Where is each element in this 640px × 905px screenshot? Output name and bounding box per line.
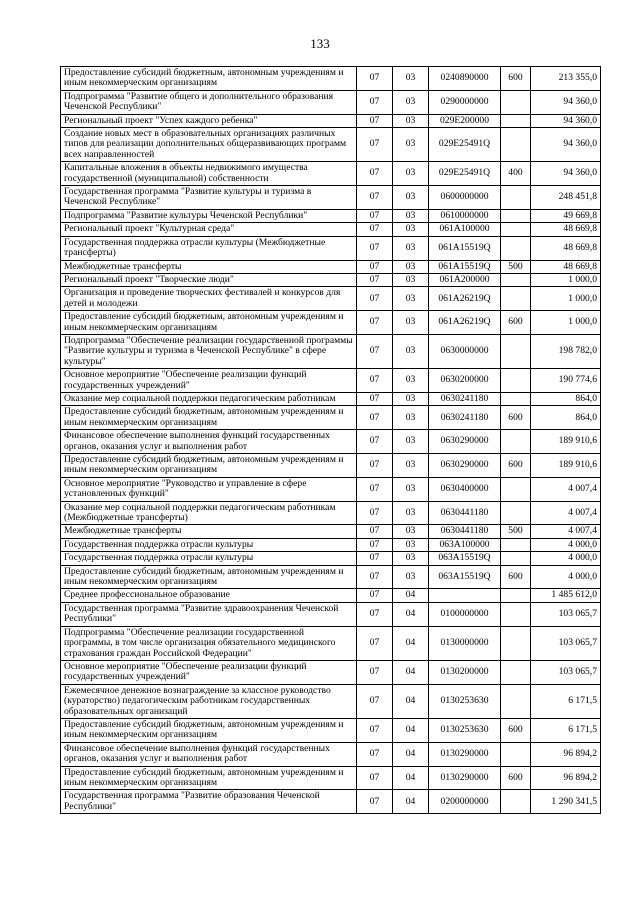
row-name-cell: Подпрограмма "Обеспечение реализации государственной программы, в том числе организация обязательного медицинского страхования граждан Российской Федерации" (61, 626, 357, 660)
row-section-cell: 07 (357, 406, 393, 430)
row-subsection-cell: 03 (393, 392, 429, 405)
row-amount-cell: 103 065,7 (531, 626, 601, 660)
row-amount-cell: 189 910,6 (531, 430, 601, 454)
row-subsection-cell: 03 (393, 186, 429, 210)
row-section-cell: 07 (357, 589, 393, 602)
row-section-cell: 07 (357, 209, 393, 222)
row-name-cell: Подпрограмма "Развитие общего и дополнительного образования Чеченской Республики" (61, 90, 357, 114)
row-section-cell: 07 (357, 260, 393, 273)
row-expense-type-cell (501, 287, 531, 311)
row-amount-cell: 48 669,8 (531, 260, 601, 273)
table-row (61, 501, 601, 525)
row-section-cell: 07 (357, 525, 393, 538)
row-section-cell: 07 (357, 718, 393, 742)
row-section-cell: 07 (357, 236, 393, 260)
row-target-article-cell: 0130000000 (429, 626, 501, 660)
row-subsection-cell: 03 (393, 67, 429, 91)
row-target-article-cell: 0130290000 (429, 742, 501, 766)
row-amount-cell: 1 000,0 (531, 287, 601, 311)
table-row (61, 684, 601, 718)
row-subsection-cell: 04 (393, 718, 429, 742)
row-subsection-cell: 03 (393, 311, 429, 335)
row-amount-cell: 189 910,6 (531, 454, 601, 478)
row-name-cell: Предоставление субсидий бюджетным, автономным учреждениям и иным некоммерческим организациям (61, 311, 357, 335)
row-section-cell: 07 (357, 128, 393, 162)
row-target-article-cell: 029E25491Q (429, 128, 501, 162)
row-expense-type-cell: 600 (501, 718, 531, 742)
row-target-article-cell: 061A15519Q (429, 236, 501, 260)
row-expense-type-cell (501, 334, 531, 368)
row-target-article-cell: 0630400000 (429, 477, 501, 501)
row-amount-cell: 49 669,8 (531, 209, 601, 222)
row-subsection-cell: 03 (393, 273, 429, 286)
row-section-cell: 07 (357, 223, 393, 236)
row-section-cell: 07 (357, 660, 393, 684)
row-section-cell: 07 (357, 684, 393, 718)
row-name-cell: Оказание мер социальной поддержки педагогическим работникам (61, 392, 357, 405)
row-amount-cell: 4 000,0 (531, 552, 601, 565)
row-target-article-cell: 0290000000 (429, 90, 501, 114)
row-amount-cell: 103 065,7 (531, 660, 601, 684)
row-name-cell: Региональный проект "Творческие люди" (61, 273, 357, 286)
row-subsection-cell: 03 (393, 114, 429, 127)
row-section-cell: 07 (357, 501, 393, 525)
table-row (61, 287, 601, 311)
table-row (61, 223, 601, 236)
row-target-article-cell: 0240890000 (429, 67, 501, 91)
row-amount-cell: 4 000,0 (531, 565, 601, 589)
row-amount-cell: 1 000,0 (531, 311, 601, 335)
row-subsection-cell: 03 (393, 565, 429, 589)
row-amount-cell: 4 000,0 (531, 538, 601, 551)
row-section-cell: 07 (357, 565, 393, 589)
row-name-cell: Государственная программа "Развитие культуры и туризма в Чеченской Республике" (61, 186, 357, 210)
row-amount-cell: 1 485 612,0 (531, 589, 601, 602)
row-amount-cell: 864,0 (531, 392, 601, 405)
table-row (61, 766, 601, 790)
row-target-article-cell: 0130200000 (429, 660, 501, 684)
row-expense-type-cell (501, 538, 531, 551)
row-subsection-cell: 04 (393, 766, 429, 790)
row-name-cell: Основное мероприятие "Обеспечение реализации функций государственных учреждений" (61, 369, 357, 393)
row-target-article-cell: 0130253630 (429, 684, 501, 718)
row-expense-type-cell: 400 (501, 162, 531, 186)
row-target-article-cell: 0130290000 (429, 766, 501, 790)
table-row (61, 114, 601, 127)
row-name-cell: Государственная поддержка отрасли культуры (61, 552, 357, 565)
row-expense-type-cell (501, 223, 531, 236)
row-expense-type-cell (501, 552, 531, 565)
row-name-cell: Государственная поддержка отрасли культуры (Межбюджетные трансферты) (61, 236, 357, 260)
row-amount-cell: 94 360,0 (531, 128, 601, 162)
row-expense-type-cell (501, 90, 531, 114)
table-row (61, 565, 601, 589)
row-expense-type-cell (501, 273, 531, 286)
row-expense-type-cell (501, 392, 531, 405)
row-section-cell: 07 (357, 369, 393, 393)
table-row (61, 660, 601, 684)
row-expense-type-cell (501, 589, 531, 602)
table-row (61, 311, 601, 335)
row-expense-type-cell (501, 128, 531, 162)
row-section-cell: 07 (357, 334, 393, 368)
table-row (61, 742, 601, 766)
row-name-cell: Организация и проведение творческих фестивалей и конкурсов для детей и молодежи (61, 287, 357, 311)
row-subsection-cell: 03 (393, 538, 429, 551)
row-name-cell: Предоставление субсидий бюджетным, автономным учреждениям и иным некоммерческим организациям (61, 454, 357, 478)
table-row (61, 236, 601, 260)
row-target-article-cell: 061A26219Q (429, 311, 501, 335)
row-target-article-cell: 0630290000 (429, 430, 501, 454)
row-amount-cell: 1 000,0 (531, 273, 601, 286)
row-subsection-cell: 03 (393, 90, 429, 114)
row-expense-type-cell: 600 (501, 454, 531, 478)
row-amount-cell: 94 360,0 (531, 90, 601, 114)
row-expense-type-cell (501, 369, 531, 393)
row-target-article-cell: 0630000000 (429, 334, 501, 368)
row-target-article-cell: 0630290000 (429, 454, 501, 478)
row-subsection-cell: 03 (393, 162, 429, 186)
row-target-article-cell: 0630241180 (429, 392, 501, 405)
table-row (61, 718, 601, 742)
row-expense-type-cell: 600 (501, 565, 531, 589)
row-name-cell: Региональный проект "Культурная среда" (61, 223, 357, 236)
row-section-cell: 07 (357, 162, 393, 186)
table-row (61, 260, 601, 273)
row-section-cell: 07 (357, 742, 393, 766)
row-target-article-cell: 061A200000 (429, 273, 501, 286)
row-subsection-cell: 03 (393, 236, 429, 260)
table-row (61, 626, 601, 660)
row-amount-cell: 4 007,4 (531, 525, 601, 538)
row-section-cell: 07 (357, 538, 393, 551)
table-row (61, 790, 601, 814)
row-section-cell: 07 (357, 90, 393, 114)
row-name-cell: Основное мероприятие "Руководство и управление в сфере установленных функций" (61, 477, 357, 501)
row-expense-type-cell (501, 684, 531, 718)
row-target-article-cell: 029E25491Q (429, 162, 501, 186)
row-target-article-cell: 0600000000 (429, 186, 501, 210)
row-section-cell: 07 (357, 552, 393, 565)
row-subsection-cell: 03 (393, 525, 429, 538)
table-row (61, 477, 601, 501)
row-section-cell: 07 (357, 311, 393, 335)
row-expense-type-cell: 600 (501, 67, 531, 91)
row-amount-cell: 96 894,2 (531, 742, 601, 766)
row-target-article-cell: 063A15519Q (429, 565, 501, 589)
row-expense-type-cell (501, 236, 531, 260)
row-section-cell: 07 (357, 114, 393, 127)
row-target-article-cell: 0630241180 (429, 406, 501, 430)
row-amount-cell: 103 065,7 (531, 602, 601, 626)
row-target-article-cell: 061A15519Q (429, 260, 501, 273)
table-row (61, 90, 601, 114)
row-expense-type-cell (501, 209, 531, 222)
table-row (61, 209, 601, 222)
row-amount-cell: 1 290 341,5 (531, 790, 601, 814)
row-expense-type-cell: 500 (501, 525, 531, 538)
table-row (61, 67, 601, 91)
row-target-article-cell: 0130253630 (429, 718, 501, 742)
row-section-cell: 07 (357, 430, 393, 454)
row-target-article-cell: 063A15519Q (429, 552, 501, 565)
row-expense-type-cell (501, 742, 531, 766)
row-name-cell: Финансовое обеспечение выполнения функций государственных органов, оказания услуг и выполнения работ (61, 430, 357, 454)
row-amount-cell: 6 171,5 (531, 684, 601, 718)
row-expense-type-cell (501, 114, 531, 127)
table-row (61, 430, 601, 454)
row-expense-type-cell: 600 (501, 406, 531, 430)
table-row (61, 369, 601, 393)
row-target-article-cell (429, 589, 501, 602)
row-amount-cell: 190 774,6 (531, 369, 601, 393)
row-amount-cell: 48 669,8 (531, 223, 601, 236)
table-row (61, 273, 601, 286)
table-row (61, 552, 601, 565)
row-expense-type-cell (501, 660, 531, 684)
row-expense-type-cell (501, 626, 531, 660)
row-subsection-cell: 03 (393, 128, 429, 162)
row-name-cell: Создание новых мест в образовательных организациях различных типов для реализации дополнительных общеразвивающих программ всех направленностей (61, 128, 357, 162)
row-section-cell: 07 (357, 602, 393, 626)
row-section-cell: 07 (357, 67, 393, 91)
row-expense-type-cell: 600 (501, 766, 531, 790)
row-subsection-cell: 03 (393, 334, 429, 368)
row-target-article-cell: 061A26219Q (429, 287, 501, 311)
row-section-cell: 07 (357, 186, 393, 210)
row-name-cell: Государственная поддержка отрасли культуры (61, 538, 357, 551)
row-subsection-cell: 03 (393, 477, 429, 501)
row-name-cell: Региональный проект "Успех каждого ребенка" (61, 114, 357, 127)
row-target-article-cell: 0630441180 (429, 525, 501, 538)
row-amount-cell: 248 451,8 (531, 186, 601, 210)
row-name-cell: Капитальные вложения в объекты недвижимого имущества государственной (муниципальной) собственности (61, 162, 357, 186)
row-section-cell: 07 (357, 766, 393, 790)
table-row (61, 538, 601, 551)
row-name-cell: Предоставление субсидий бюджетным, автономным учреждениям и иным некоммерческим организациям (61, 67, 357, 91)
page-number: 133 (310, 36, 330, 51)
row-name-cell: Государственная программа "Развитие образования Чеченской Республики" (61, 790, 357, 814)
row-expense-type-cell: 500 (501, 260, 531, 273)
row-name-cell: Подпрограмма "Развитие культуры Чеченской Республики" (61, 209, 357, 222)
row-amount-cell: 864,0 (531, 406, 601, 430)
row-amount-cell: 48 669,8 (531, 236, 601, 260)
row-expense-type-cell (501, 602, 531, 626)
table-row (61, 406, 601, 430)
row-amount-cell: 213 355,0 (531, 67, 601, 91)
row-amount-cell: 4 007,4 (531, 477, 601, 501)
row-subsection-cell: 04 (393, 660, 429, 684)
row-target-article-cell: 061A100000 (429, 223, 501, 236)
row-subsection-cell: 04 (393, 684, 429, 718)
row-subsection-cell: 04 (393, 589, 429, 602)
row-subsection-cell: 03 (393, 501, 429, 525)
row-target-article-cell: 0630441180 (429, 501, 501, 525)
row-section-cell: 07 (357, 790, 393, 814)
row-section-cell: 07 (357, 287, 393, 311)
row-subsection-cell: 03 (393, 223, 429, 236)
budget-table (60, 66, 601, 814)
row-amount-cell: 6 171,5 (531, 718, 601, 742)
row-amount-cell: 4 007,4 (531, 501, 601, 525)
row-expense-type-cell: 600 (501, 311, 531, 335)
table-row (61, 602, 601, 626)
table-row (61, 589, 601, 602)
row-subsection-cell: 03 (393, 430, 429, 454)
row-name-cell: Среднее профессиональное образование (61, 589, 357, 602)
row-name-cell: Предоставление субсидий бюджетным, автономным учреждениям и иным некоммерческим организациям (61, 766, 357, 790)
row-subsection-cell: 03 (393, 454, 429, 478)
row-subsection-cell: 03 (393, 260, 429, 273)
row-target-article-cell: 063A100000 (429, 538, 501, 551)
row-subsection-cell: 03 (393, 406, 429, 430)
row-amount-cell: 198 782,0 (531, 334, 601, 368)
row-name-cell: Предоставление субсидий бюджетным, автономным учреждениям и иным некоммерческим организациям (61, 565, 357, 589)
row-target-article-cell: 029E200000 (429, 114, 501, 127)
row-target-article-cell: 0200000000 (429, 790, 501, 814)
row-amount-cell: 94 360,0 (531, 114, 601, 127)
row-name-cell: Предоставление субсидий бюджетным, автономным учреждениям и иным некоммерческим организациям (61, 406, 357, 430)
table-row (61, 454, 601, 478)
row-subsection-cell: 03 (393, 209, 429, 222)
row-expense-type-cell (501, 477, 531, 501)
row-name-cell: Финансовое обеспечение выполнения функций государственных органов, оказания услуг и выполнения работ (61, 742, 357, 766)
row-subsection-cell: 04 (393, 626, 429, 660)
row-target-article-cell: 0100000000 (429, 602, 501, 626)
row-name-cell: Подпрограмма "Обеспечение реализации государственной программы "Развитие культуры и туризма в Чеченской Республике" в сфере культуры" (61, 334, 357, 368)
row-section-cell: 07 (357, 626, 393, 660)
row-amount-cell: 94 360,0 (531, 162, 601, 186)
row-target-article-cell: 0630200000 (429, 369, 501, 393)
row-expense-type-cell (501, 790, 531, 814)
row-subsection-cell: 03 (393, 369, 429, 393)
row-subsection-cell: 03 (393, 287, 429, 311)
row-subsection-cell: 04 (393, 602, 429, 626)
budget-table-body (61, 67, 601, 814)
row-target-article-cell: 0610000000 (429, 209, 501, 222)
row-name-cell: Основное мероприятие "Обеспечение реализации функций государственных учреждений" (61, 660, 357, 684)
row-name-cell: Государственная программа "Развитие здравоохранения Чеченской Республики" (61, 602, 357, 626)
row-name-cell: Ежемесячное денежное вознаграждение за классное руководство (кураторство) педагогическим работникам государственных образовательных организаций (61, 684, 357, 718)
row-amount-cell: 96 894,2 (531, 766, 601, 790)
table-row (61, 128, 601, 162)
row-name-cell: Оказание мер социальной поддержки педагогическим работникам (Межбюджетные трансферты) (61, 501, 357, 525)
table-row (61, 162, 601, 186)
table-row (61, 392, 601, 405)
row-subsection-cell: 04 (393, 742, 429, 766)
row-section-cell: 07 (357, 454, 393, 478)
table-row (61, 334, 601, 368)
row-name-cell: Предоставление субсидий бюджетным, автономным учреждениям и иным некоммерческим организациям (61, 718, 357, 742)
row-section-cell: 07 (357, 392, 393, 405)
row-expense-type-cell (501, 186, 531, 210)
row-name-cell: Межбюджетные трансферты (61, 525, 357, 538)
row-name-cell: Межбюджетные трансферты (61, 260, 357, 273)
row-section-cell: 07 (357, 477, 393, 501)
row-subsection-cell: 04 (393, 790, 429, 814)
row-subsection-cell: 03 (393, 552, 429, 565)
row-section-cell: 07 (357, 273, 393, 286)
table-row (61, 186, 601, 210)
row-expense-type-cell (501, 430, 531, 454)
table-row (61, 525, 601, 538)
row-expense-type-cell (501, 501, 531, 525)
